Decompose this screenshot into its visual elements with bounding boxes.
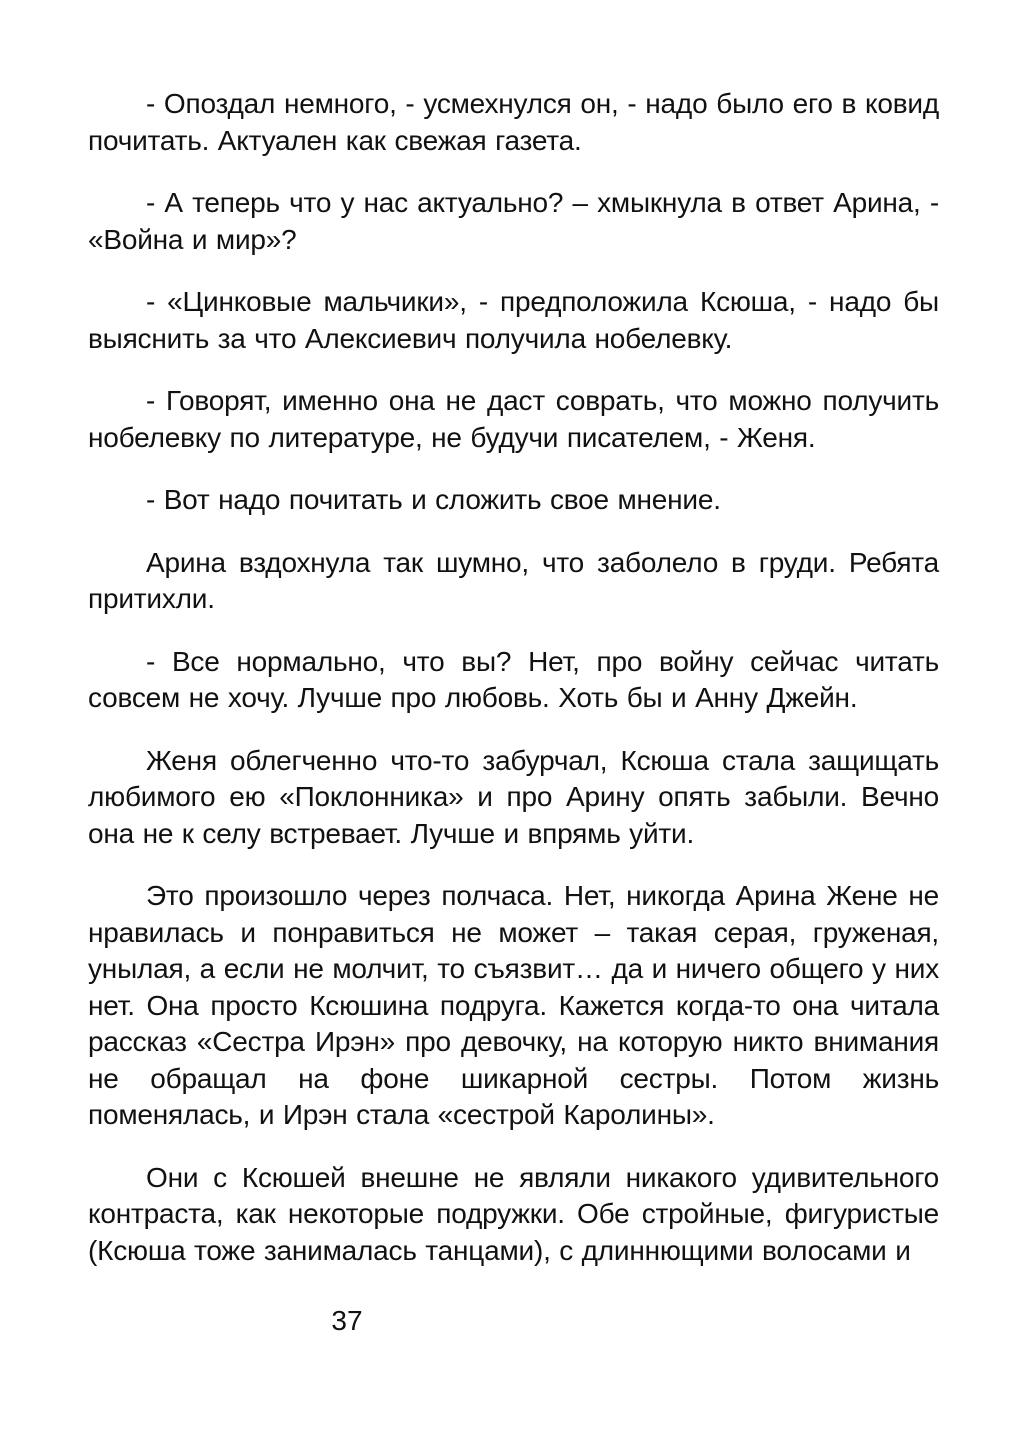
paragraph: - Говорят, именно она не даст соврать, что можно получить нобелевку по литературе, не будучи писателем, - Женя.: [88, 385, 939, 453]
paragraph: - Вот надо почитать и сложить свое мнение.: [146, 484, 721, 515]
paragraph: Они с Ксюшей внешне не являли никакого удивительного контраста, как некоторые подружки. Обе стройные, фигуристые (Ксюша тоже занималась танцами), с длиннющими волосами и: [88, 1161, 939, 1266]
paragraph: Арина вздохнула так шумно, что заболело в груди. Ребята притихли.: [88, 546, 939, 614]
paragraph: - Опоздал немного, - усмехнулся он, - надо было его в ковид почитать. Актуален как свежая газета.: [88, 88, 939, 156]
paragraph: - «Цинковые мальчики», - предположила Ксюша, - надо бы выяснить за что Алексиевич получила нобелевку.: [88, 286, 939, 354]
paragraph: Женя облегченно что-то забурчал, Ксюша стала защищать любимого ею «Поклонника» и про Арину опять забыли. Вечно она не к селу встревает. Лучше и впрямь уйти.: [88, 744, 939, 849]
paragraph: - А теперь что у нас актуально? – хмыкнула в ответ Арина, - «Война и мир»?: [88, 187, 939, 255]
paragraph: - Все нормально, что вы? Нет, про войну сейчас читать совсем не хочу. Лучше про любовь. Хоть бы и Анну Джейн.: [88, 645, 939, 713]
paragraph: Это произошло через полчаса. Нет, никогда Арина Жене не нравилась и понравиться не может – такая серая, груженая, унылая, а если не молчит, то съязвит… да и ничего общего у них нет. Она просто Ксюшина подруга. Кажется когда-то она читала рассказ «Сестра Ирэн» про девочку, на которую никто внимания не обращал на фоне шикарной сестры. Потом жизнь поменялась, и Ирэн стала «сестрой Каролины».: [88, 880, 939, 1130]
page-number: 37: [331, 1305, 363, 1336]
text-block: [88, 86, 939, 1295]
